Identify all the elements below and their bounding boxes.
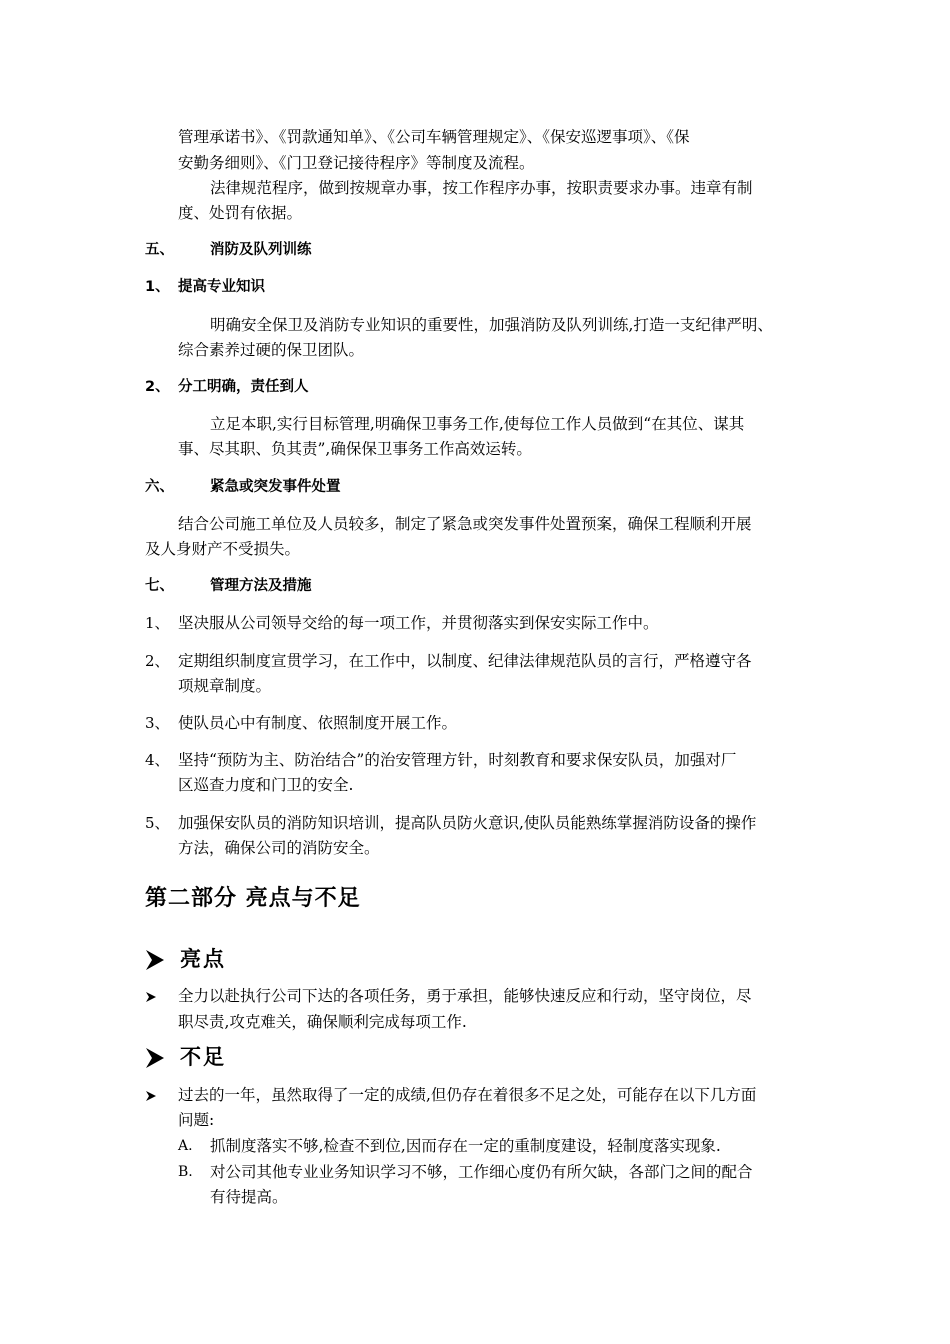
item-2-para-line-1: 立足本职,实行目标管理,明确保卫事务工作,使每位工作人员做到“在其位、谋其	[210, 415, 745, 433]
item-1-number: 1、	[145, 279, 170, 295]
list-item-text-continued: 区巡查力度和门卫的安全.	[178, 776, 354, 794]
section-5-number: 五、	[145, 242, 174, 258]
intro-line-4: 度、处罚有依据。	[178, 204, 303, 222]
highlights-heading: 亮点	[180, 946, 226, 971]
list-item-number: 1、	[145, 614, 170, 632]
sub-item-text-a: 抓制度落实不够,检查不到位,因而存在一定的重制度建设，轻制度落实现象.	[210, 1137, 721, 1155]
arrowhead-bullet-icon	[145, 949, 165, 971]
intro-line-2: 安勤务细则》、《门卫登记接待程序》等制度及流程。	[178, 154, 535, 172]
shortcomings-text-line-1: 过去的一年，虽然取得了一定的成绩,但仍存在着很多不足之处，可能存在以下几方面	[178, 1086, 757, 1104]
sub-item-text-b: 对公司其他专业业务知识学习不够，工作细心度仍有所欠缺，各部门之间的配合	[210, 1163, 753, 1181]
highlights-text-line-2: 职尽责,攻克难关，确保顺利完成每项工作.	[178, 1013, 467, 1031]
shortcomings-text-line-2: 问题:	[178, 1111, 215, 1129]
section-7-title: 管理方法及措施	[210, 578, 312, 594]
arrowhead-bullet-icon	[145, 1090, 157, 1102]
highlights-text-line-1: 全力以赴执行公司下达的各项任务，勇于承担，能够快速反应和行动，坚守岗位，尽	[178, 987, 752, 1005]
intro-line-3: 法律规范程序，做到按规章办事，按工作程序办事，按职责要求办事。违章有制	[210, 179, 753, 197]
list-item-text-continued: 项规章制度。	[178, 677, 272, 695]
shortcomings-heading: 不足	[180, 1044, 226, 1069]
item-2-title: 分工明确，责任到人	[178, 379, 309, 395]
list-item-text: 坚决服从公司领导交给的每一项工作，并贯彻落实到保安实际工作中。	[178, 614, 659, 632]
sub-item-text-b-continued: 有待提高。	[210, 1188, 288, 1206]
section-5-title: 消防及队列训练	[210, 242, 312, 258]
section-6-title: 紧急或突发事件处置	[210, 479, 341, 495]
item-2-para-line-2: 事、尽其职、负其责”,确保保卫事务工作高效运转。	[178, 440, 532, 458]
item-2-number: 2、	[145, 379, 170, 395]
section-6-para-line-2: 及人身财产不受损失。	[145, 540, 301, 558]
list-item-number: 2、	[145, 652, 170, 670]
list-item-number: 3、	[145, 714, 170, 732]
list-item-number: 4、	[145, 751, 170, 769]
arrowhead-bullet-icon	[145, 1047, 165, 1069]
item-1-title: 提高专业知识	[178, 279, 265, 295]
sub-item-label-b: B.	[178, 1164, 193, 1180]
section-6-para-line-1: 结合公司施工单位及人员较多，制定了紧急或突发事件处置预案，确保工程顺利开展	[178, 515, 752, 533]
list-item-text: 使队员心中有制度、依照制度开展工作。	[178, 714, 458, 732]
item-1-para-line-2: 综合素养过硬的保卫团队。	[178, 341, 365, 359]
section-6-number: 六、	[145, 479, 174, 495]
list-item-number: 5、	[145, 814, 170, 832]
section-7-number: 七、	[145, 578, 174, 594]
part-2-title: 第二部分 亮点与不足	[145, 885, 361, 911]
list-item-text: 加强保安队员的消防知识培训，提高队员防火意识,使队员能熟练掌握消防设备的操作	[178, 814, 757, 832]
item-1-para-line-1: 明确安全保卫及消防专业知识的重要性，加强消防及队列训练,打造一支纪律严明、	[210, 316, 773, 334]
sub-item-label-a: A.	[178, 1138, 193, 1154]
arrowhead-bullet-icon	[145, 991, 157, 1003]
list-item-text-continued: 方法，确保公司的消防安全。	[178, 839, 380, 857]
intro-line-1: 管理承诺书》、《罚款通知单》、《公司车辆管理规定》、《保安巡逻事项》、《保	[178, 128, 690, 146]
list-item-text: 坚持“预防为主、防治结合”的治安管理方针，时刻教育和要求保安队员，加强对厂	[178, 751, 737, 769]
list-item-text: 定期组织制度宣贯学习，在工作中，以制度、纪律法律规范队员的言行，严格遵守各	[178, 652, 752, 670]
